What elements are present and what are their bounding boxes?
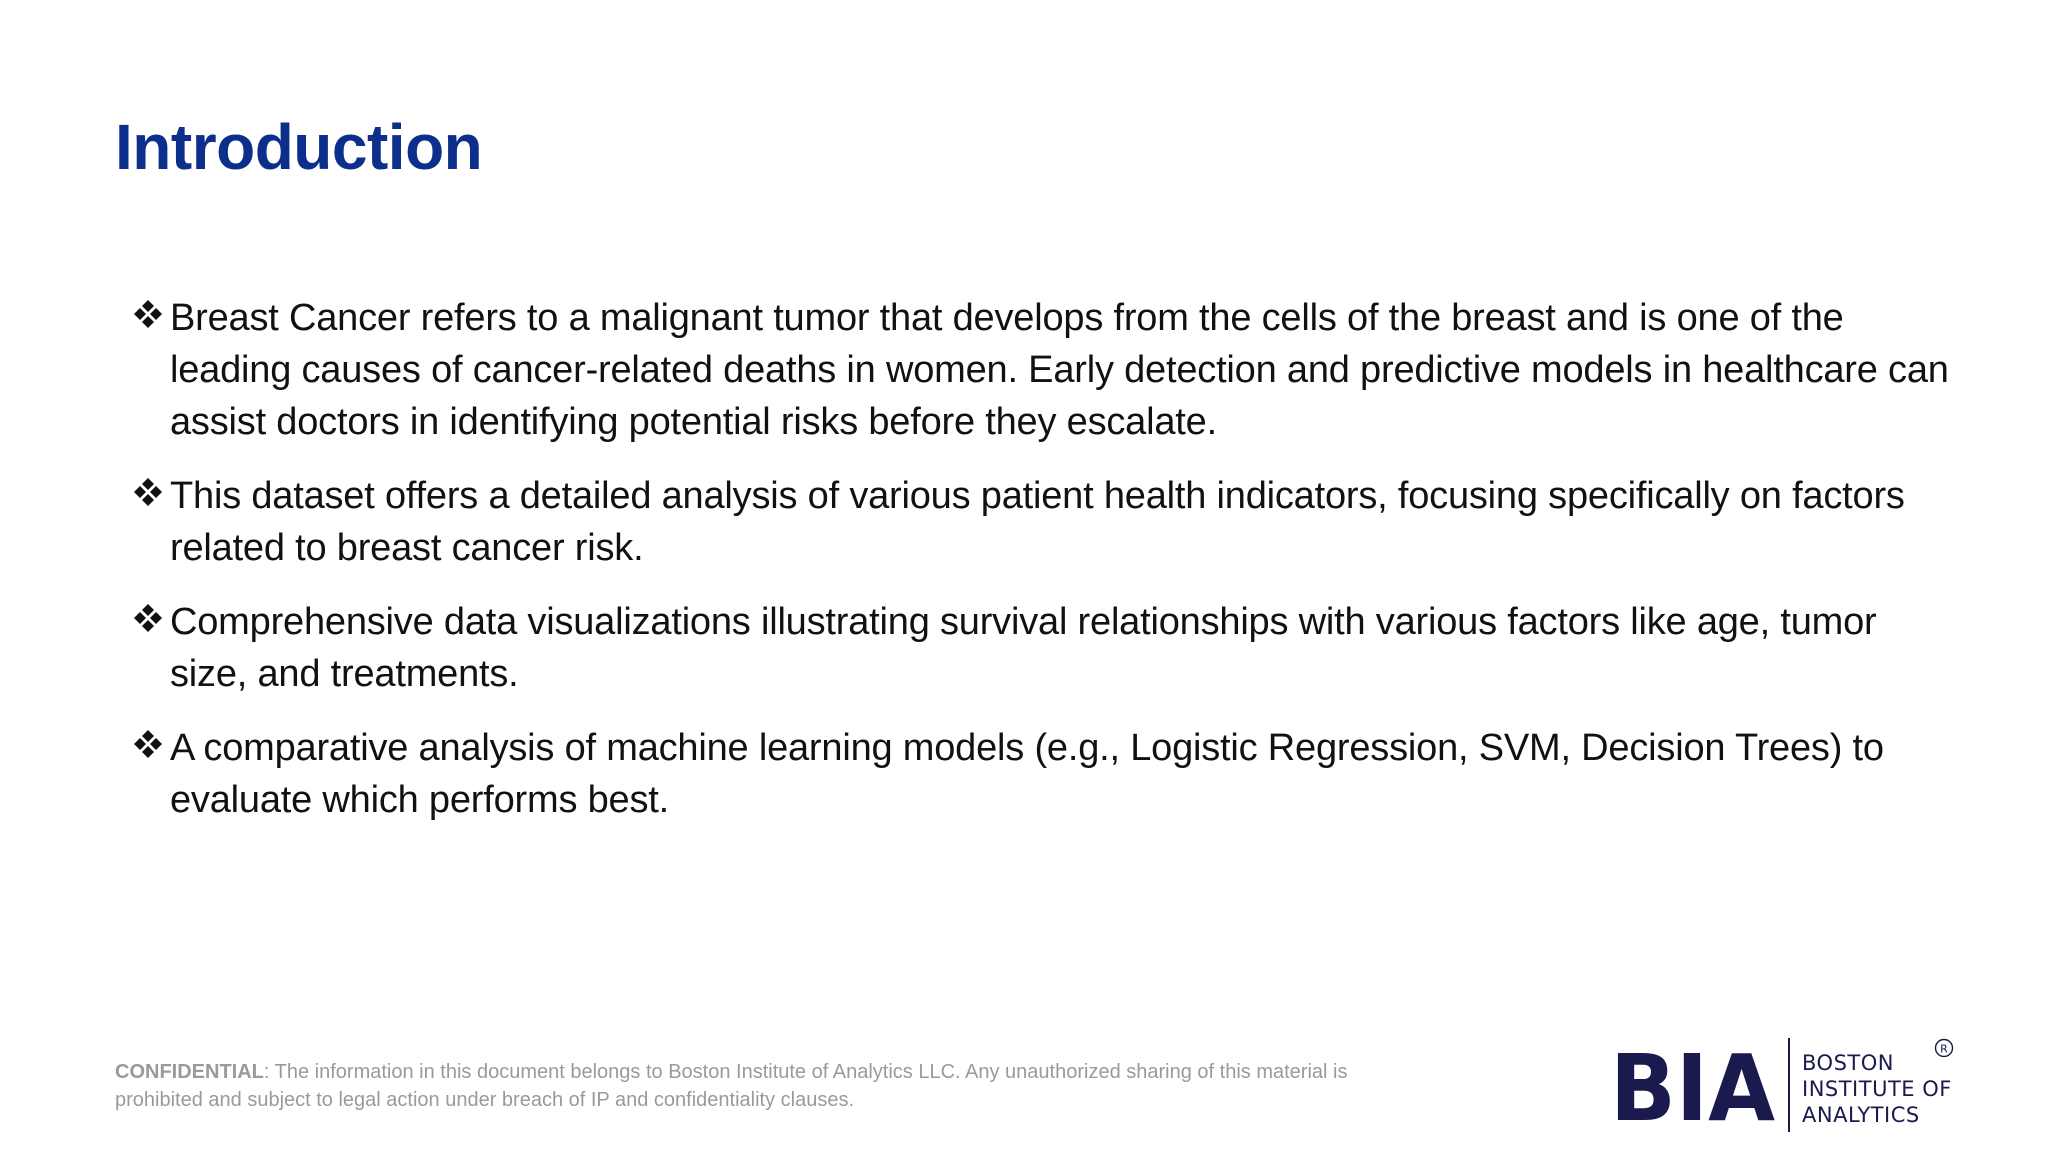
logo-wordmark: [1802, 1050, 1952, 1128]
bullet-item: [132, 470, 1952, 574]
bullet-item: [132, 292, 1952, 448]
logo-divider: [1788, 1038, 1790, 1132]
bia-logo: [1610, 1036, 1960, 1136]
four-diamond-bullet-icon: [132, 728, 164, 760]
confidential-notice: [115, 1058, 1415, 1114]
bia-logo-mark: [1610, 1046, 1775, 1126]
slide-title: Introduction: [115, 111, 483, 183]
bullet-text: Comprehensive data visualizations illustrating survival relationships with various factors like age, tumor size, and treatments.: [170, 601, 1877, 695]
bia-logo-mark-text: BIA: [1610, 1046, 1775, 1126]
confidential-label: CONFIDENTIAL: [115, 1061, 264, 1083]
bullet-item: [132, 722, 1952, 826]
four-diamond-bullet-icon: [132, 602, 164, 634]
four-diamond-bullet-icon: [132, 298, 164, 330]
svg-text:R: R: [1940, 1042, 1948, 1056]
logo-line-3: ANALYTICS: [1802, 1103, 1920, 1127]
bullet-text: Breast Cancer refers to a malignant tumor that develops from the cells of the breast and is one of the leading causes of cancer-related deaths in women. Early detection and predictive models in healthcare can assist doctors in identifying potential risks before they escalate.: [170, 297, 1949, 443]
logo-line-1: BOSTON: [1802, 1051, 1894, 1075]
bullet-list: [132, 292, 1952, 848]
logo-line-2: INSTITUTE OF: [1802, 1077, 1952, 1101]
bullet-text: This dataset offers a detailed analysis of various patient health indicators, focusing specifically on factors related to breast cancer risk.: [170, 475, 1905, 569]
registered-trademark-icon: [1934, 1038, 1954, 1058]
bullet-item: [132, 596, 1952, 700]
four-diamond-bullet-icon: [132, 476, 164, 508]
confidential-text: : The information in this document belongs to Boston Institute of Analytics LLC. Any unauthorized sharing of this material is prohibited and subject to legal action under breach of IP and confidentiality clauses.: [115, 1061, 1348, 1111]
bullet-text: A comparative analysis of machine learning models (e.g., Logistic Regression, SVM, Decision Trees) to evaluate which performs best.: [170, 727, 1884, 821]
